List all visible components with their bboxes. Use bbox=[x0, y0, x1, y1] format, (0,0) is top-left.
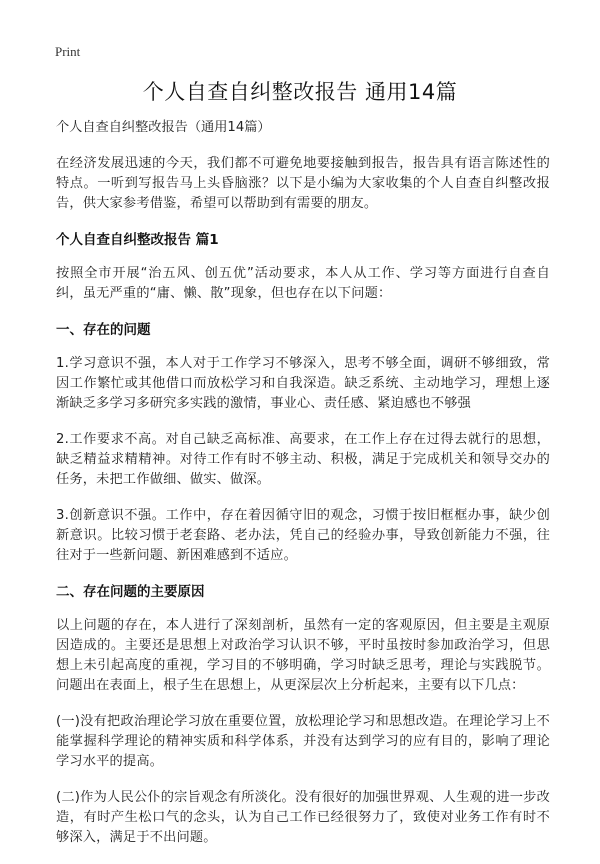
print-link[interactable]: Print bbox=[55, 44, 81, 59]
section-intro-paragraph: 按照全市开展“治五风、创五优”活动要求，本人从工作、学习等方面进行自查自纠，虽无严重的“庸、懒、散”现象，但也存在以下问题： bbox=[56, 266, 550, 301]
intro-paragraph: 在经济发展迅速的今天，我们都不可避免地要接触到报告，报告具有语言陈述性的特点。一听到写报告马上头昏脑涨？以下是小编为大家收集的个人自查自纠整改报告，供大家参考借鉴，希望可以帮助到有需要的朋友。 bbox=[56, 156, 550, 211]
document-subtitle: 个人自查自纠整改报告（通用14篇） bbox=[56, 120, 271, 135]
part2-heading: 二、存在问题的主要原因 bbox=[56, 584, 205, 600]
page-title: 个人自查自纠整改报告 通用14篇 bbox=[142, 80, 458, 104]
cause-item-2: (二)作为人民公仆的宗旨观念有所淡化。没有很好的加强世界观、人生观的进一步改造，有时产生松口气的念头，认为自己工作已经很努力了，致使对业务工作有时不够深入，满足于不出问题。 bbox=[56, 790, 550, 845]
section-heading: 个人自查自纠整改报告 篇1 bbox=[56, 232, 219, 248]
part1-heading: 一、存在的问题 bbox=[56, 322, 151, 338]
problem-item-2: 2.工作要求不高。对自己缺乏高标准、高要求，在工作上存在过得去就行的思想，缺乏精益求精精神。对待工作有时不够主动、积极，满足于完成机关和领导交办的任务，未把工作做细、做实、做深。 bbox=[56, 432, 550, 487]
cause-intro-paragraph: 以上问题的存在，本人进行了深刻剖析，虽然有一定的客观原因，但主要是主观原因造成的。主要还是思想上对政治学习认识不够，平时虽按时参加政治学习，但思想上未引起高度的重视，学习目的不够明确，学习时缺乏思考，理论与实践脱节。问题出在表面上，根子生在思想上，从更深层次上分析起来，主要有以下几点： bbox=[56, 618, 550, 693]
problem-item-3: 3.创新意识不强。工作中，存在着因循守旧的观念，习惯于按旧框框办事，缺少创新意识。比较习惯于老套路、老办法，凭自己的经验办事，导致创新能力不强，往往对于一些新问题、新困难感到不适应。 bbox=[56, 508, 550, 563]
cause-item-1: (一)没有把政治理论学习放在重要位置，放松理论学习和思想改造。在理论学习上不能掌握科学理论的精神实质和科学体系，并没有达到学习的应有目的，影响了理论学习水平的提高。 bbox=[56, 714, 550, 769]
document-body bbox=[56, 118, 550, 864]
problem-item-1: 1.学习意识不强，本人对于工作学习不够深入，思考不够全面，调研不够细致，常因工作繁忙或其他借口而放松学习和自我深造。缺乏系统、主动地学习，理想上逐渐缺乏多学习多研究多实践的激情，事业心、责任感、紧迫感也不够强 bbox=[56, 356, 550, 411]
